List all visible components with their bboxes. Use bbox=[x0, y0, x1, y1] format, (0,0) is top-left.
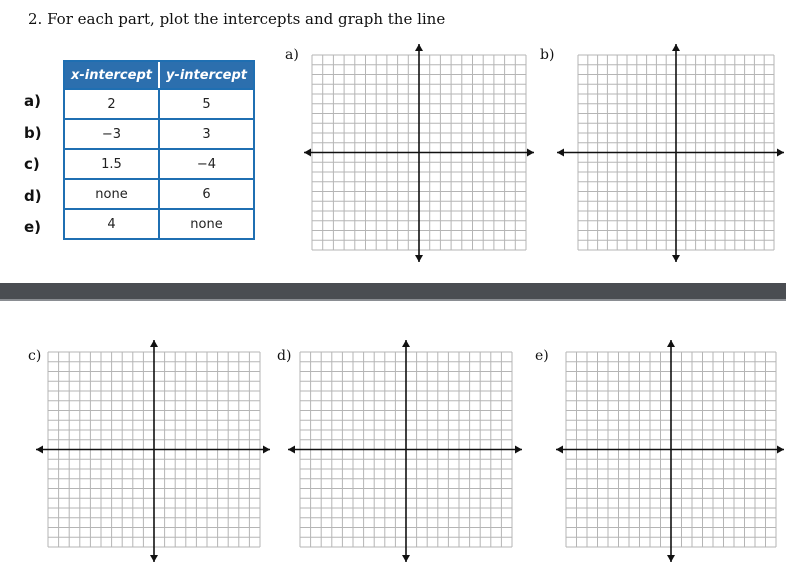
intercepts-table bbox=[63, 60, 255, 240]
problem-title: 2. For each part, plot the intercepts and graph the line bbox=[28, 10, 446, 28]
y-axis-up-arrow-icon bbox=[672, 44, 680, 51]
axes bbox=[36, 340, 270, 562]
y-axis-down-arrow-icon bbox=[415, 255, 423, 262]
header-y-intercept: y-intercept bbox=[165, 67, 248, 83]
x-axis-left-arrow-icon bbox=[304, 149, 311, 157]
y-axis-down-arrow-icon bbox=[672, 255, 680, 262]
table-row bbox=[65, 118, 253, 148]
graph-label-e: e) bbox=[535, 348, 549, 364]
row-label-b: b) bbox=[24, 124, 42, 142]
cell-x-intercept: 2 bbox=[65, 90, 160, 118]
coordinate-grid-e[interactable] bbox=[550, 334, 786, 568]
cell-x-intercept: 1.5 bbox=[65, 150, 160, 178]
table-row bbox=[65, 88, 253, 118]
axes bbox=[556, 340, 784, 562]
x-axis-right-arrow-icon bbox=[515, 446, 522, 454]
section-divider bbox=[0, 283, 786, 301]
cell-y-intercept: −4 bbox=[196, 156, 217, 172]
graph-label-d: d) bbox=[277, 348, 292, 364]
graph-label-b: b) bbox=[540, 47, 555, 63]
axes bbox=[557, 44, 784, 262]
table-row bbox=[65, 148, 253, 178]
header-x-intercept: x-intercept bbox=[65, 62, 160, 88]
row-label-e: e) bbox=[24, 218, 42, 236]
y-axis-up-arrow-icon bbox=[415, 44, 423, 51]
x-axis-left-arrow-icon bbox=[288, 446, 295, 454]
cell-y-intercept: 3 bbox=[202, 126, 211, 142]
y-axis-up-arrow-icon bbox=[402, 340, 410, 347]
table-row bbox=[65, 178, 253, 208]
cell-y-intercept: 5 bbox=[202, 96, 211, 112]
coordinate-grid-d[interactable] bbox=[282, 334, 528, 568]
row-label-a: a) bbox=[24, 92, 41, 110]
graph-label-a: a) bbox=[285, 47, 299, 63]
x-axis-left-arrow-icon bbox=[557, 149, 564, 157]
y-axis-down-arrow-icon bbox=[150, 555, 158, 562]
coordinate-grid-b[interactable] bbox=[551, 38, 786, 268]
cell-x-intercept: −3 bbox=[65, 120, 160, 148]
y-axis-down-arrow-icon bbox=[402, 555, 410, 562]
y-axis-down-arrow-icon bbox=[667, 555, 675, 562]
x-axis-left-arrow-icon bbox=[36, 446, 43, 454]
cell-x-intercept: none bbox=[65, 180, 160, 208]
x-axis-right-arrow-icon bbox=[777, 446, 784, 454]
axes bbox=[304, 44, 534, 262]
coordinate-grid-c[interactable] bbox=[30, 334, 276, 568]
x-axis-right-arrow-icon bbox=[777, 149, 784, 157]
cell-y-intercept: 6 bbox=[202, 186, 211, 202]
row-label-d: d) bbox=[24, 187, 42, 205]
y-axis-up-arrow-icon bbox=[150, 340, 158, 347]
x-axis-right-arrow-icon bbox=[527, 149, 534, 157]
row-label-c: c) bbox=[24, 155, 40, 173]
table-header bbox=[65, 62, 253, 88]
x-axis-right-arrow-icon bbox=[263, 446, 270, 454]
y-axis-up-arrow-icon bbox=[667, 340, 675, 347]
graph-label-c: c) bbox=[28, 348, 42, 364]
coordinate-grid-a[interactable] bbox=[298, 38, 540, 268]
cell-x-intercept: 4 bbox=[65, 210, 160, 238]
table-row bbox=[65, 208, 253, 238]
cell-y-intercept: none bbox=[190, 216, 223, 232]
x-axis-left-arrow-icon bbox=[556, 446, 563, 454]
axes bbox=[288, 340, 522, 562]
